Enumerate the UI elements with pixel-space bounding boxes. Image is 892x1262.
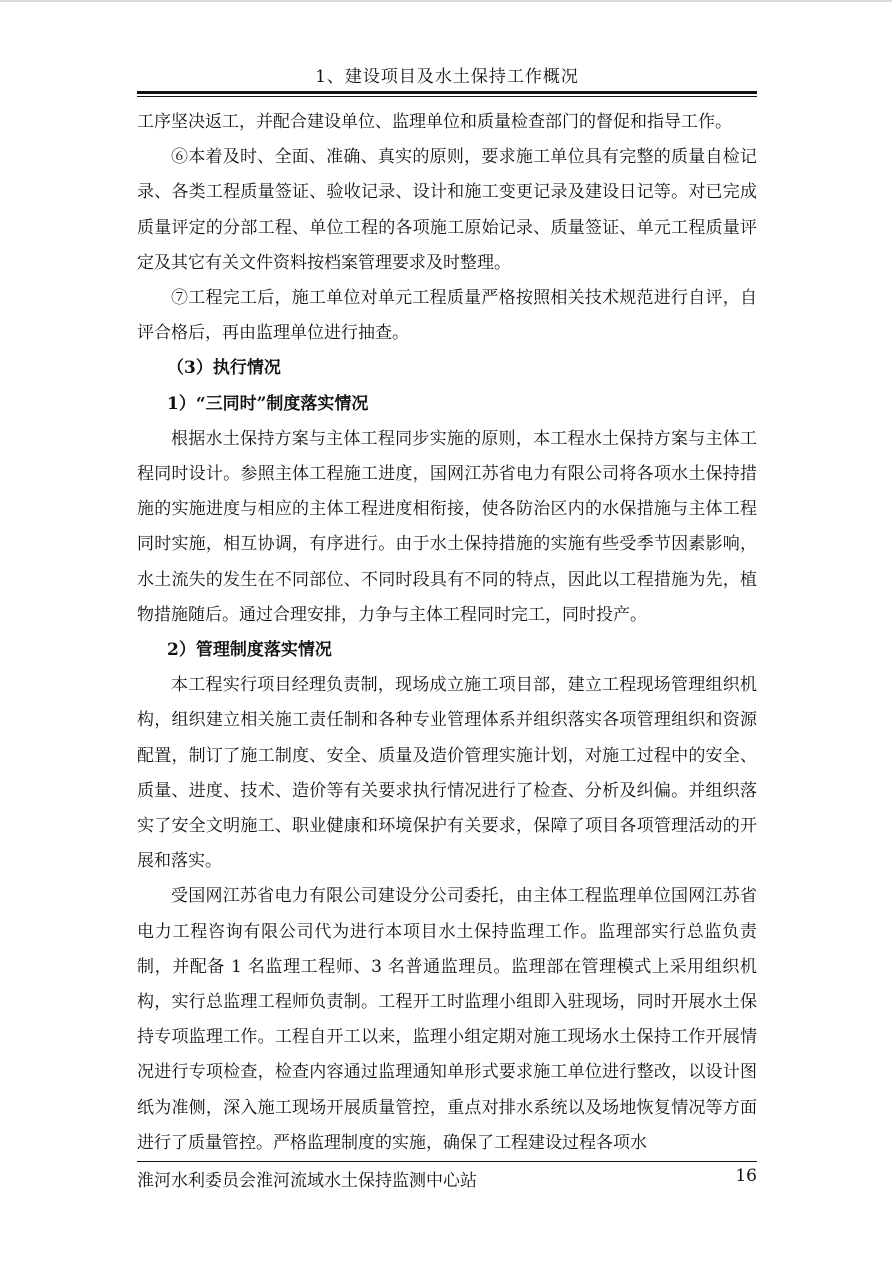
footer-rule <box>137 1161 757 1162</box>
paragraph-item-6: ⑥本着及时、全面、准确、真实的原则，要求施工单位具有完整的质量自检记录、各类工程质量签证、验收记录、设计和施工变更记录及建设日记等。对已完成质量评定的分部工程、单位工程的各项施工原始记录、质量签证、单元工程质量评定及其它有关文件资料按档案管理要求及时整理。 <box>137 147 757 273</box>
paragraph-management-system: 本工程实行项目经理负责制，现场成立施工项目部，建立工程现场管理组织机构，组织建立相关施工责任制和各种专业管理体系并组织落实各项管理组织和资源配置，制订了施工制度、安全、质量及造价管理实施计划，对施工过程中的安全、质量、进度、技术、造价等有关要求执行情况进行了检查、分析及纠偏。并组织落实了安全文明施工、职业健康和环境保护有关要求，保障了项目各项管理活动的开展和落实。 <box>137 675 757 872</box>
paragraph-item-7: ⑦工程完工后，施工单位对单元工程质量严格按照相关技术规范进行自评，自评合格后，再由监理单位进行抽查。 <box>137 288 757 344</box>
document-body <box>137 105 757 1161</box>
paragraph-supervision: 受国网江苏省电力有限公司建设分公司委托，由主体工程监理单位国网江苏省电力工程咨询有限公司代为进行本项目水土保持监理工作。监理部实行总监负责制，并配备 1 名监理工程师、3 名普通监理员。监理部在管理模式上采用组织机构，实行总监理工程师负责制。工程开工时监理小组即入驻现场，同时开展水土保持专项监理工作。工程自开工以来，监理小组定期对施工现场水土保持工作开展情况进行专项检查，检查内容通过监理通知单形式要求施工单位进行整改，以设计图纸为准侧，深入施工现场开展质量管控，重点对排水系统以及场地恢复情况等方面进行了质量管控。严格监理制度的实施，确保了工程建设过程各项水 <box>137 886 757 1153</box>
subheading-management-system: 2）管理制度落实情况 <box>167 640 332 661</box>
footer-page-number: 16 <box>735 1166 757 1186</box>
paragraph-three-simultaneous: 根据水土保持方案与主体工程同步实施的原则，本工程水土保持方案与主体工程同时设计。参照主体工程施工进度，国网江苏省电力有限公司将各项水土保持措施的实施进度与相应的主体工程进度相衔接，使各防治区内的水保措施与主体工程同时实施，相互协调，有序进行。由于水土保持措施的实施有些受季节因素影响，水土流失的发生在不同部位、不同时段具有不同的特点，因此以工程措施为先，植物措施随后。通过合理安排，力争与主体工程同时完工，同时投产。 <box>137 428 757 625</box>
section-heading-execution: （3）执行情况 <box>167 358 281 379</box>
paragraph-continuation: 工序坚决返工，并配合建设单位、监理单位和质量检查部门的督促和指导工作。 <box>137 112 732 132</box>
footer-organization: 淮河水利委员会淮河流域水土保持监测中心站 <box>137 1171 477 1191</box>
page-top-border <box>0 0 892 2</box>
header-rule-thin <box>137 96 757 97</box>
page-header-title: 1、建设项目及水土保持工作概况 <box>315 67 579 87</box>
header-rule-thick <box>137 91 757 94</box>
subheading-three-simultaneous: 1）“三同时”制度落实情况 <box>167 393 369 414</box>
